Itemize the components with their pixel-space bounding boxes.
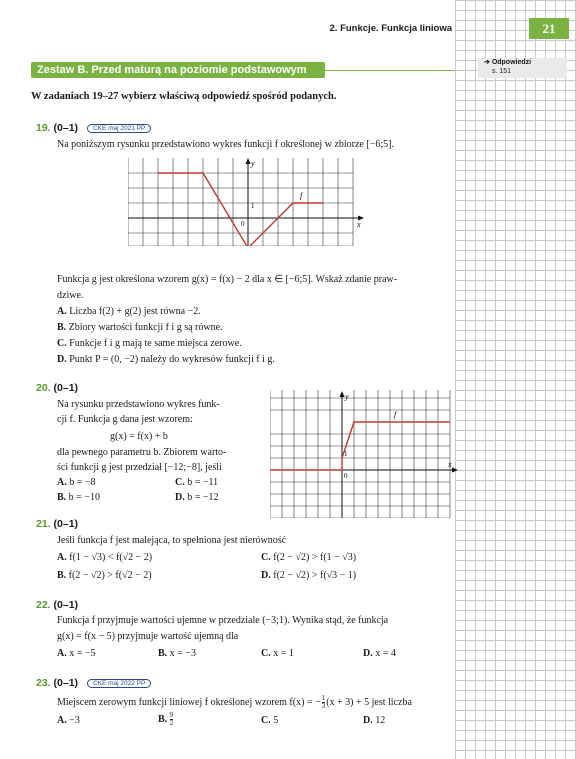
question-points: (0–1) xyxy=(53,122,79,134)
origin-label: 0 xyxy=(344,472,348,480)
answer-option: A. −3 xyxy=(57,715,80,726)
answer-option: D. b = −12 xyxy=(175,492,219,503)
answer-option: A. f(1 − √3) < f(√2 − 2) xyxy=(57,552,153,563)
y-axis-label: y xyxy=(251,159,255,168)
y-axis-label: y xyxy=(345,392,349,401)
question-19-intro: Na poniższym rysunku przedstawiono wykres funkcji f określonej w zbiorze [−6;5]. xyxy=(57,139,394,150)
question-22-line: Funkcja f przyjmuje wartości ujemne w przedziale (−3;1). Wynika stąd, że funkcja xyxy=(57,615,389,626)
answer-option: C. f(2 − √2) > f(1 − √3) xyxy=(261,552,357,563)
grid-margin xyxy=(455,0,576,759)
question-number: 19. xyxy=(36,122,51,134)
answer-option: D. f(2 − √2) > f(√3 − 1) xyxy=(261,570,357,581)
answers-page: s. 151 xyxy=(492,68,512,75)
question-20-line: Na rysunku przedstawiono wykres funk- xyxy=(57,399,220,410)
page-number: 21 xyxy=(529,18,569,39)
answer-option: B. Zbiory wartości funkcji f i g są równe. xyxy=(57,322,223,333)
answer-option: C. Funkcje f i g mają te same miejsca zerowe. xyxy=(57,338,242,349)
question-19-header xyxy=(36,122,151,134)
answer-option: B. b = −10 xyxy=(57,492,100,503)
question-22-header xyxy=(36,599,78,611)
instructions: W zadaniach 19–27 wybierz właściwą odpowiedź spośród podanych. xyxy=(31,91,337,102)
answer-option: C. 5 xyxy=(261,715,279,726)
question-number: 21. xyxy=(36,518,51,530)
answer-option: B. $\frac{9}{2}$ xyxy=(158,711,174,727)
answer-option: B. f(2 − √2) > f(√2 − 2) xyxy=(57,570,152,581)
question-21-intro: Jeśli funkcja f jest malejąca, to spełniona jest nierówność xyxy=(57,535,287,546)
x-axis-label: x xyxy=(448,460,452,469)
question-23-intro: Miejscem zerowym funkcji liniowej f określonej wzorem f(x) = − $\frac{1}{3}$ (x + 3) + 5 jest liczba xyxy=(57,694,412,710)
question-20-graph xyxy=(270,390,460,518)
answer-option: A. x = −5 xyxy=(57,648,96,659)
exam-badge: CKE maj 2022 PP xyxy=(87,679,151,688)
answers-label: Odpowiedzi xyxy=(491,59,532,66)
question-21-header xyxy=(36,518,78,530)
question-23-header xyxy=(36,677,151,689)
question-22-line: g(x) = f(x − 5) przyjmuje wartość ujemną dla xyxy=(57,631,239,642)
answer-option: D. x = 4 xyxy=(363,648,396,659)
question-points: (0–1) xyxy=(53,599,79,611)
answer-option: C. x = 1 xyxy=(261,648,294,659)
question-number: 22. xyxy=(36,599,51,611)
question-points: (0–1) xyxy=(53,518,79,530)
answer-option: D. Punkt P = (0, −2) należy do wykresów funkcji f i g. xyxy=(57,354,275,365)
set-title: Zestaw B. Przed maturą na poziomie podstawowym xyxy=(31,62,325,78)
question-19-graph xyxy=(128,158,366,246)
question-19-text: Funkcja g jest określona wzorem g(x) = f(x) − 2 dla x ∈ [−6;5]. Wskaż zdanie praw- xyxy=(57,274,398,285)
question-20-line: ści funkcji g jest przedział [−12;−8], jeśli xyxy=(57,462,222,473)
chapter-title: 2. Funkcje. Funkcja liniowa xyxy=(329,23,452,34)
x-axis-label: x xyxy=(357,220,361,229)
answers-note: ➔ Odpowiedzi s. 151 xyxy=(478,58,567,78)
f-label: f xyxy=(394,410,397,419)
exam-badge: CKE maj 2021 PP xyxy=(87,124,151,133)
f-label: f xyxy=(300,191,303,200)
answer-option: B. x = −3 xyxy=(158,648,196,659)
tick-one: 1 xyxy=(251,202,255,210)
question-20-header xyxy=(36,382,78,394)
answer-option: D. 12 xyxy=(363,715,386,726)
question-19-text-cont: dziwe. xyxy=(57,290,84,301)
answer-option: A. b = −8 xyxy=(57,477,96,488)
answer-option: A. Liczba f(2) + g(2) jest równa −2. xyxy=(57,306,201,317)
origin-label: 0 xyxy=(241,220,245,228)
question-number: 23. xyxy=(36,677,51,689)
question-number: 20. xyxy=(36,382,51,394)
question-20-line: dla pewnego parametru b. Zbiorem warto- xyxy=(57,447,227,458)
answer-option: C. b = −11 xyxy=(175,477,219,488)
question-points: (0–1) xyxy=(53,382,79,394)
tick-one: 1 xyxy=(344,450,348,458)
question-points: (0–1) xyxy=(53,677,79,689)
question-20-formula: g(x) = f(x) + b xyxy=(110,431,168,442)
question-20-line: cji f. Funkcja g dana jest wzorem: xyxy=(57,414,193,425)
